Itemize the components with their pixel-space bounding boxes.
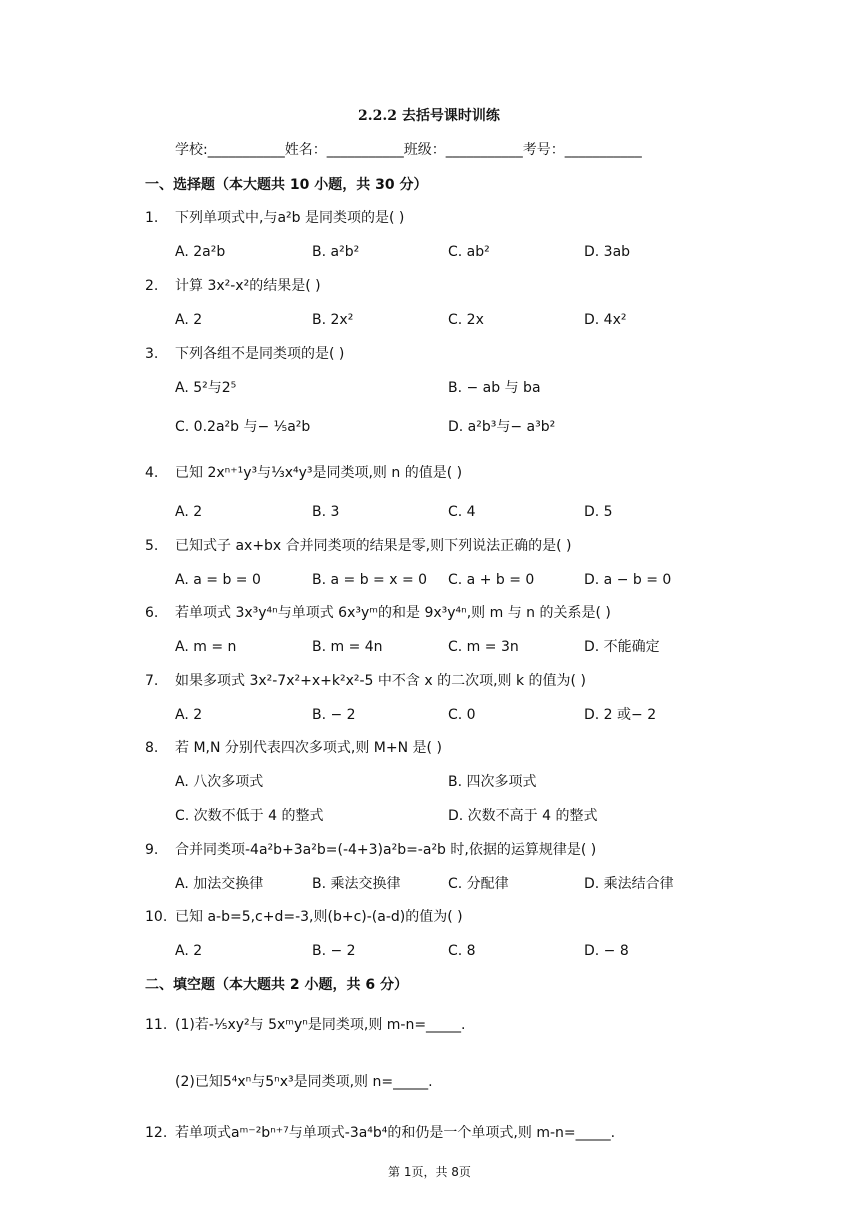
option-c: C. 8 xyxy=(448,943,476,959)
option-d: D. − 8 xyxy=(584,943,629,959)
question-number: 7. xyxy=(145,673,159,689)
option-b: B. − 2 xyxy=(312,943,356,959)
option-b: B. − ab 与 ba xyxy=(448,380,541,396)
option-d: D. 乘法结合律 xyxy=(584,876,674,892)
option-d: D. 5 xyxy=(584,504,613,520)
question-text: 已知 2xⁿ⁺¹y³与⅓x⁴y³是同类项,则 n 的值是( ) xyxy=(175,465,463,481)
option-c: C. 次数不低于 4 的整式 xyxy=(175,808,324,824)
question-number: 2. xyxy=(145,278,159,294)
option-d: D. a − b = 0 xyxy=(584,572,672,588)
question-text: 若单项式 3x³y⁴ⁿ与单项式 6x³yᵐ的和是 9x³y⁴ⁿ,则 m 与 n 的关系是( ) xyxy=(175,605,611,621)
option-a: A. a = b = 0 xyxy=(175,572,261,588)
option-b: B. 2x² xyxy=(312,312,354,328)
option-a: A. 2 xyxy=(175,707,203,723)
option-c: C. a + b = 0 xyxy=(448,572,535,588)
question-number: 4. xyxy=(145,465,159,481)
option-c: C. 2x xyxy=(448,312,484,328)
question-text: 计算 3x²-x²的结果是( ) xyxy=(175,278,321,294)
question-number: 5. xyxy=(145,538,159,554)
option-c: C. ab² xyxy=(448,244,490,260)
question-text: 合并同类项-4a²b+3a²b=(-4+3)a²b=-a²b 时,依据的运算规律是( ) xyxy=(175,842,597,858)
option-a: A. 八次多项式 xyxy=(175,774,264,790)
question-text: 已知式子 ax+bx 合并同类项的结果是零,则下列说法正确的是( ) xyxy=(175,538,572,554)
option-c: C. 0 xyxy=(448,707,476,723)
question-number: 6. xyxy=(145,605,159,621)
question-number: 1. xyxy=(145,210,159,226)
question-text: 若单项式aᵐ⁻²bⁿ⁺⁷与单项式-3a⁴b⁴的和仍是一个单项式,则 m-n=_____. xyxy=(175,1125,616,1141)
option-c: C. 4 xyxy=(448,504,476,520)
option-b: B. 乘法交换律 xyxy=(312,876,401,892)
question-number: 9. xyxy=(145,842,159,858)
page-title: 2.2.2 去括号课时训练 xyxy=(358,108,500,124)
option-d: D. 3ab xyxy=(584,244,631,260)
question-number: 3. xyxy=(145,346,159,362)
option-a: A. m = n xyxy=(175,639,237,655)
section-heading-fill: 二、填空题（本大题共 2 小题，共 6 分） xyxy=(145,977,408,993)
question-text: 下列各组不是同类项的是( ) xyxy=(175,346,345,362)
question-number: 11. xyxy=(145,1017,168,1033)
page-footer: 第 1页，共 8页 xyxy=(388,1165,471,1179)
question-number: 8. xyxy=(145,740,159,756)
option-b: B. m = 4n xyxy=(312,639,383,655)
option-b: B. a = b = x = 0 xyxy=(312,572,428,588)
option-a: A. 加法交换律 xyxy=(175,876,264,892)
option-a: A. 2a²b xyxy=(175,244,226,260)
option-d: D. 4x² xyxy=(584,312,627,328)
option-d: D. 次数不高于 4 的整式 xyxy=(448,808,598,824)
question-text-part2: (2)已知5⁴xⁿ与5ⁿx³是同类项,则 n=_____. xyxy=(175,1074,433,1090)
option-d: D. 2 或− 2 xyxy=(584,707,657,723)
question-text: 下列单项式中,与a²b 是同类项的是( ) xyxy=(175,210,405,226)
option-b: B. − 2 xyxy=(312,707,356,723)
option-b: B. a²b² xyxy=(312,244,360,260)
option-d: D. a²b³与− a³b² xyxy=(448,419,556,435)
question-text: 如果多项式 3x²-7x²+x+k²x²-5 中不含 x 的二次项,则 k 的值为( ) xyxy=(175,673,586,689)
option-d: D. 不能确定 xyxy=(584,639,660,655)
student-info-line: 学校:___________姓名：___________班级：___________考号：___________ xyxy=(175,142,642,158)
question-text: 若 M,N 分别代表四次多项式,则 M+N 是( ) xyxy=(175,740,442,756)
section-heading-choice: 一、选择题（本大题共 10 小题，共 30 分） xyxy=(145,177,428,193)
question-text: 已知 a-b=5,c+d=-3,则(b+c)-(a-d)的值为( ) xyxy=(175,909,463,925)
question-number: 12. xyxy=(145,1125,168,1141)
option-a: A. 5²与2⁵ xyxy=(175,380,237,396)
option-c: C. 分配律 xyxy=(448,876,509,892)
option-a: A. 2 xyxy=(175,312,203,328)
question-number: 10. xyxy=(145,909,168,925)
option-b: B. 3 xyxy=(312,504,340,520)
option-c: C. 0.2a²b 与− ⅕a²b xyxy=(175,419,311,435)
option-c: C. m = 3n xyxy=(448,639,519,655)
option-a: A. 2 xyxy=(175,504,203,520)
option-b: B. 四次多项式 xyxy=(448,774,537,790)
question-text-part1: (1)若-⅕xy²与 5xᵐyⁿ是同类项,则 m-n=_____. xyxy=(175,1017,466,1033)
option-a: A. 2 xyxy=(175,943,203,959)
